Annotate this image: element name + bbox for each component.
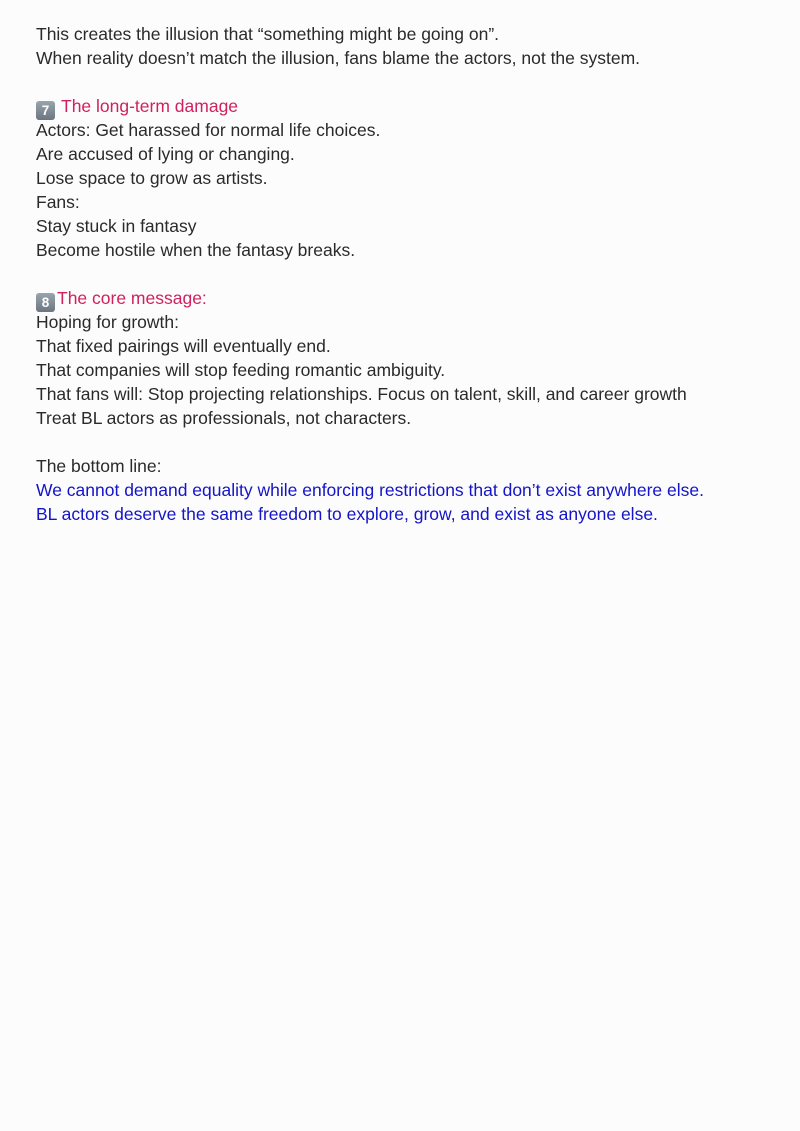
section-8-title: The core message: (57, 288, 207, 308)
bottom-line-statement-1: We cannot demand equality while enforcing restrictions that don’t exist anywhere else. (36, 480, 704, 500)
section-8-line: That fixed pairings will eventually end. (36, 336, 331, 356)
keycap-seven-icon: 7 (36, 101, 55, 120)
bottom-line-label: The bottom line: (36, 456, 162, 476)
section-7-line: Stay stuck in fantasy (36, 216, 197, 236)
spacer (36, 70, 764, 94)
spacer (36, 262, 764, 286)
section-7-line: Lose space to grow as artists. (36, 168, 268, 188)
section-7-title: The long-term damage (61, 96, 239, 116)
intro-line-2: When reality doesn’t match the illusion, fans blame the actors, not the system. (36, 48, 641, 68)
section-8-line: Treat BL actors as professionals, not characters. (36, 408, 412, 428)
section-8-line: Hoping for growth: (36, 312, 179, 332)
keycap-eight-icon: 8 (36, 293, 55, 312)
bottom-line-statement-2: BL actors deserve the same freedom to explore, grow, and exist as anyone else. (36, 504, 658, 524)
section-8-heading (36, 286, 764, 310)
section-7-heading (36, 94, 764, 118)
intro-line-1: This creates the illusion that “something might be going on”. (36, 24, 500, 44)
section-7-line: Actors: Get harassed for normal life choices. (36, 120, 381, 140)
section-8-line: That fans will: Stop projecting relationships. Focus on talent, skill, and career growth (36, 384, 687, 404)
section-7-line: Become hostile when the fantasy breaks. (36, 240, 356, 260)
document-page (0, 0, 800, 526)
section-8-line: That companies will stop feeding romantic ambiguity. (36, 360, 446, 380)
spacer (36, 430, 764, 454)
section-7-line: Fans: (36, 192, 80, 212)
section-7-line: Are accused of lying or changing. (36, 144, 295, 164)
